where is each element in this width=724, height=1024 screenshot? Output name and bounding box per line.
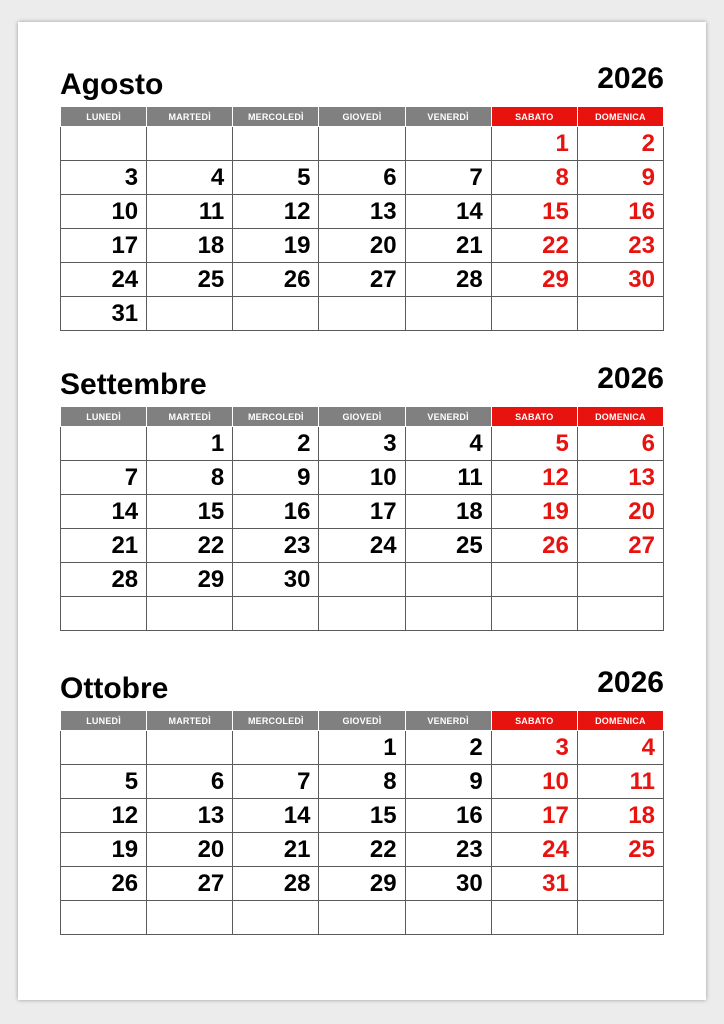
day-cell: 28 [405, 263, 491, 297]
day-cell [233, 597, 319, 631]
day-cell [147, 731, 233, 765]
day-cell [61, 597, 147, 631]
week-row [61, 799, 664, 833]
day-cell: 20 [319, 229, 405, 263]
week-row [61, 161, 664, 195]
day-cell [233, 901, 319, 935]
day-cell: 12 [61, 799, 147, 833]
week-row [61, 263, 664, 297]
day-cell [405, 563, 491, 597]
day-cell [233, 297, 319, 331]
day-cell: 23 [577, 229, 663, 263]
day-cell: 1 [319, 731, 405, 765]
day-cell: 2 [405, 731, 491, 765]
week-row [61, 127, 664, 161]
day-cell: 30 [233, 563, 319, 597]
day-cell: 5 [491, 427, 577, 461]
day-cell [319, 563, 405, 597]
day-cell: 22 [491, 229, 577, 263]
day-cell: 14 [405, 195, 491, 229]
day-cell: 19 [233, 229, 319, 263]
day-cell: 31 [491, 867, 577, 901]
day-cell: 4 [147, 161, 233, 195]
day-cell: 18 [147, 229, 233, 263]
weekday-header: MERCOLEDÌ [233, 407, 319, 427]
day-cell: 10 [491, 765, 577, 799]
day-cell: 11 [147, 195, 233, 229]
day-cell: 26 [61, 867, 147, 901]
week-row [61, 427, 664, 461]
week-row [61, 901, 664, 935]
day-cell [405, 297, 491, 331]
day-cell: 19 [61, 833, 147, 867]
weekday-header: LUNEDÌ [61, 711, 147, 731]
month-name: Agosto [60, 68, 164, 101]
day-cell [147, 901, 233, 935]
day-cell: 30 [577, 263, 663, 297]
month-year: 2026 [597, 62, 664, 95]
day-cell: 27 [147, 867, 233, 901]
month-name: Settembre [60, 368, 207, 401]
day-cell: 18 [577, 799, 663, 833]
week-row [61, 833, 664, 867]
day-cell: 7 [233, 765, 319, 799]
day-cell: 21 [233, 833, 319, 867]
week-row [61, 563, 664, 597]
day-cell [61, 127, 147, 161]
day-cell [319, 127, 405, 161]
day-cell [491, 563, 577, 597]
day-cell: 23 [405, 833, 491, 867]
weekday-header: LUNEDÌ [61, 407, 147, 427]
day-cell: 10 [319, 461, 405, 495]
day-cell [233, 127, 319, 161]
day-cell [577, 563, 663, 597]
day-cell: 26 [491, 529, 577, 563]
day-cell: 18 [405, 495, 491, 529]
day-cell: 24 [491, 833, 577, 867]
day-cell: 8 [319, 765, 405, 799]
day-cell: 28 [233, 867, 319, 901]
day-cell: 5 [61, 765, 147, 799]
weekday-header: MARTEDÌ [147, 107, 233, 127]
month-year: 2026 [597, 362, 664, 395]
day-cell [147, 127, 233, 161]
weekday-header: MERCOLEDÌ [233, 107, 319, 127]
day-cell: 25 [147, 263, 233, 297]
weekday-header: VENERDÌ [405, 407, 491, 427]
day-cell [61, 901, 147, 935]
weekday-header-row [61, 107, 664, 127]
day-cell: 17 [319, 495, 405, 529]
day-cell [147, 297, 233, 331]
week-row [61, 867, 664, 901]
weekday-header: MARTEDÌ [147, 711, 233, 731]
weekday-header: VENERDÌ [405, 107, 491, 127]
day-cell: 21 [405, 229, 491, 263]
day-cell: 16 [405, 799, 491, 833]
day-cell [319, 597, 405, 631]
week-row [61, 529, 664, 563]
day-cell: 11 [577, 765, 663, 799]
day-cell: 3 [491, 731, 577, 765]
month-block-0 [60, 62, 664, 331]
day-cell: 13 [147, 799, 233, 833]
day-cell [577, 901, 663, 935]
day-cell: 28 [61, 563, 147, 597]
day-cell: 13 [577, 461, 663, 495]
day-cell [577, 597, 663, 631]
day-cell: 31 [61, 297, 147, 331]
day-cell: 3 [319, 427, 405, 461]
week-row [61, 765, 664, 799]
day-cell: 9 [405, 765, 491, 799]
month-name: Ottobre [60, 672, 169, 705]
day-cell: 29 [147, 563, 233, 597]
day-cell: 14 [233, 799, 319, 833]
day-cell: 10 [61, 195, 147, 229]
day-cell: 8 [147, 461, 233, 495]
weekday-header: GIOVEDÌ [319, 107, 405, 127]
day-cell: 7 [405, 161, 491, 195]
week-row [61, 297, 664, 331]
month-year: 2026 [597, 666, 664, 699]
day-cell [233, 731, 319, 765]
weekday-header: GIOVEDÌ [319, 407, 405, 427]
day-cell: 15 [147, 495, 233, 529]
month-grid [60, 106, 664, 331]
day-cell: 6 [147, 765, 233, 799]
day-cell: 14 [61, 495, 147, 529]
weekday-header: GIOVEDÌ [319, 711, 405, 731]
day-cell [61, 731, 147, 765]
day-cell: 19 [491, 495, 577, 529]
day-cell: 17 [61, 229, 147, 263]
weekday-header: DOMENICA [577, 407, 663, 427]
day-cell: 27 [319, 263, 405, 297]
day-cell: 22 [147, 529, 233, 563]
day-cell [61, 427, 147, 461]
day-cell: 29 [319, 867, 405, 901]
week-row [61, 195, 664, 229]
day-cell: 16 [233, 495, 319, 529]
weekday-header-row [61, 407, 664, 427]
day-cell [147, 597, 233, 631]
month-block-2 [60, 666, 664, 935]
day-cell: 5 [233, 161, 319, 195]
day-cell: 6 [577, 427, 663, 461]
day-cell: 22 [319, 833, 405, 867]
day-cell: 9 [577, 161, 663, 195]
month-header [60, 362, 664, 406]
day-cell [405, 127, 491, 161]
day-cell: 16 [577, 195, 663, 229]
day-cell: 26 [233, 263, 319, 297]
weekday-header: DOMENICA [577, 107, 663, 127]
day-cell [319, 901, 405, 935]
day-cell: 15 [319, 799, 405, 833]
weekday-header: MERCOLEDÌ [233, 711, 319, 731]
day-cell: 2 [577, 127, 663, 161]
day-cell: 27 [577, 529, 663, 563]
month-block-1 [60, 362, 664, 631]
day-cell: 15 [491, 195, 577, 229]
day-cell [491, 297, 577, 331]
day-cell: 24 [61, 263, 147, 297]
day-cell: 17 [491, 799, 577, 833]
day-cell: 20 [147, 833, 233, 867]
weekday-header: VENERDÌ [405, 711, 491, 731]
day-cell [577, 297, 663, 331]
weekday-header: DOMENICA [577, 711, 663, 731]
day-cell: 25 [577, 833, 663, 867]
day-cell [577, 867, 663, 901]
day-cell: 8 [491, 161, 577, 195]
weekday-header: SABATO [491, 407, 577, 427]
day-cell: 25 [405, 529, 491, 563]
week-row [61, 495, 664, 529]
day-cell: 20 [577, 495, 663, 529]
day-cell: 4 [405, 427, 491, 461]
weekday-header-row [61, 711, 664, 731]
day-cell: 12 [491, 461, 577, 495]
day-cell: 21 [61, 529, 147, 563]
week-row [61, 597, 664, 631]
weekday-header: SABATO [491, 107, 577, 127]
day-cell [491, 597, 577, 631]
day-cell: 24 [319, 529, 405, 563]
day-cell: 30 [405, 867, 491, 901]
day-cell: 3 [61, 161, 147, 195]
calendar-page [18, 22, 706, 1000]
day-cell [405, 597, 491, 631]
day-cell: 13 [319, 195, 405, 229]
week-row [61, 229, 664, 263]
day-cell: 29 [491, 263, 577, 297]
day-cell: 2 [233, 427, 319, 461]
day-cell: 6 [319, 161, 405, 195]
month-grid [60, 406, 664, 631]
day-cell: 11 [405, 461, 491, 495]
weekday-header: MARTEDÌ [147, 407, 233, 427]
month-header [60, 62, 664, 106]
day-cell: 12 [233, 195, 319, 229]
day-cell: 1 [147, 427, 233, 461]
day-cell [405, 901, 491, 935]
day-cell: 1 [491, 127, 577, 161]
day-cell: 4 [577, 731, 663, 765]
day-cell: 9 [233, 461, 319, 495]
week-row [61, 731, 664, 765]
day-cell [491, 901, 577, 935]
day-cell: 7 [61, 461, 147, 495]
day-cell [319, 297, 405, 331]
month-grid [60, 710, 664, 935]
month-header [60, 666, 664, 710]
weekday-header: LUNEDÌ [61, 107, 147, 127]
weekday-header: SABATO [491, 711, 577, 731]
day-cell: 23 [233, 529, 319, 563]
week-row [61, 461, 664, 495]
